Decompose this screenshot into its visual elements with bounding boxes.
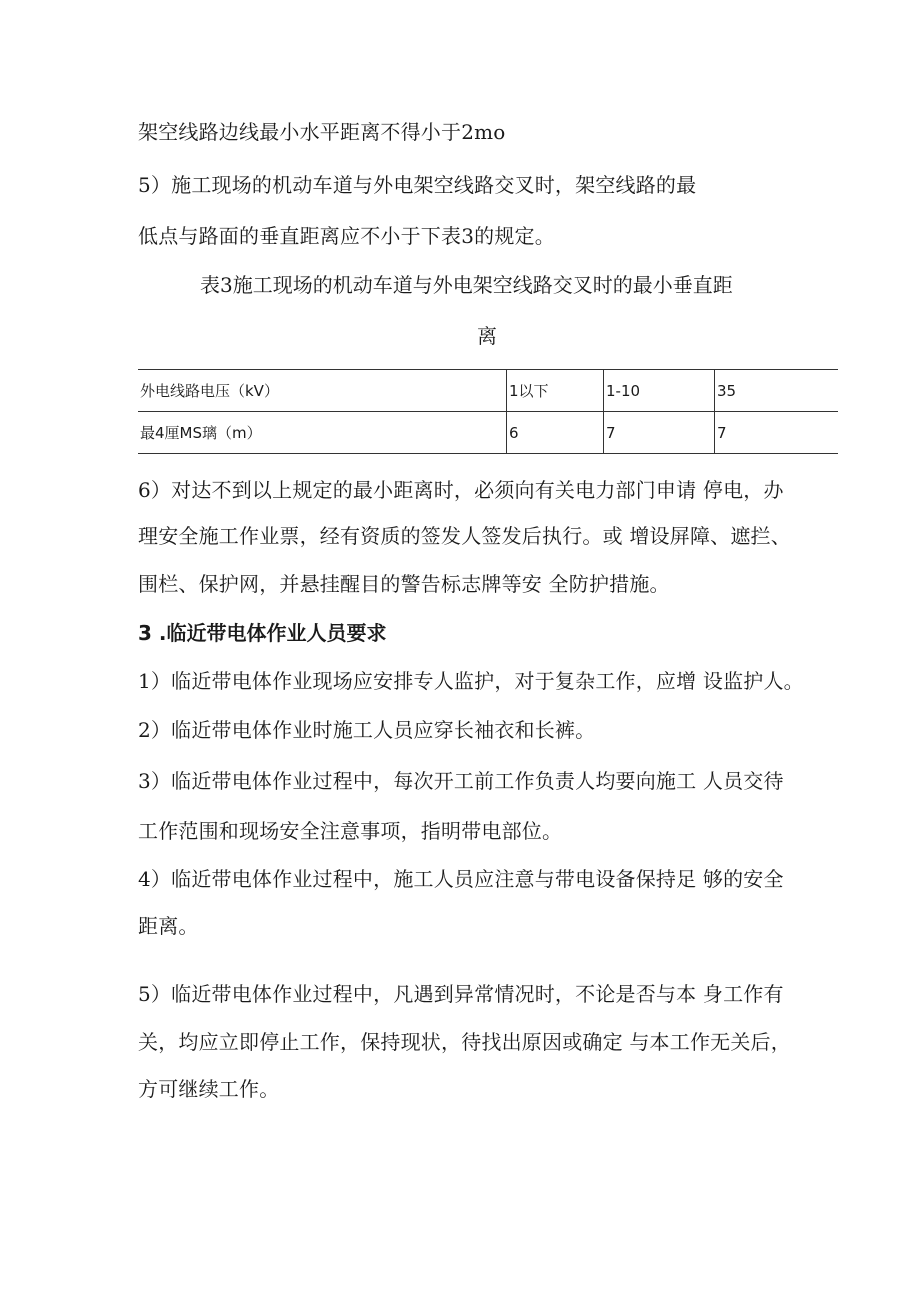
list-item-continued: 距离。 <box>138 914 199 938</box>
table-caption: 表3施工现场的机动车道与外电架空线路交叉时的最小垂直距 <box>200 273 733 297</box>
paragraph-line: 6）对达不到以上规定的最小距离时，必须向有关电力部门申请 停电，办 <box>138 478 784 502</box>
list-item: 1）临近带电体作业现场应安排专人监护，对于复杂工作，应增 设监护人。 <box>138 669 804 693</box>
paragraph-line: 低点与路面的垂直距离应不小于下表3的规定。 <box>138 224 555 248</box>
table-cell: 7 <box>604 412 715 454</box>
table-cell: 6 <box>507 412 604 454</box>
paragraph-line: 5）施工现场的机动车道与外电架空线路交叉时，架空线路的最 <box>138 173 697 197</box>
list-item-continued: 方可继续工作。 <box>138 1077 280 1101</box>
table-cell: 7 <box>715 412 839 454</box>
table-row <box>138 370 838 412</box>
clearance-table <box>138 369 838 454</box>
list-item-continued: 关，均应立即停止工作，保持现状，待找出原因或确定 与本工作无关后， <box>138 1030 791 1054</box>
list-item: 3）临近带电体作业过程中，每次开工前工作负责人均要向施工 人员交待 <box>138 769 784 793</box>
table-cell: 外电线路电压（kV） <box>138 370 507 412</box>
paragraph-line: 理安全施工作业票，经有资质的签发人签发后执行。或 增设屏障、遮拦、 <box>138 524 791 548</box>
table-caption-continued: 离 <box>477 324 497 348</box>
table-cell: 35 <box>715 370 839 412</box>
table-cell: 1-10 <box>604 370 715 412</box>
list-item: 4）临近带电体作业过程中，施工人员应注意与带电设备保持足 够的安全 <box>138 867 784 891</box>
list-item: 2）临近带电体作业时施工人员应穿长袖衣和长裤。 <box>138 718 596 742</box>
paragraph-line: 架空线路边线最小水平距离不得小于2mo <box>138 120 506 144</box>
section-heading: 3 .临近带电体作业人员要求 <box>138 621 387 645</box>
table-cell: 最4厘MS璃（m） <box>138 412 507 454</box>
table-cell: 1以下 <box>507 370 604 412</box>
list-item-continued: 工作范围和现场安全注意事项，指明带电部位。 <box>138 819 563 843</box>
paragraph-line: 围栏、保护网，并悬挂醒目的警告标志牌等安 全防护措施。 <box>138 572 670 596</box>
table-row <box>138 412 838 454</box>
list-item: 5）临近带电体作业过程中，凡遇到异常情况时，不论是否与本 身工作有 <box>138 982 784 1006</box>
